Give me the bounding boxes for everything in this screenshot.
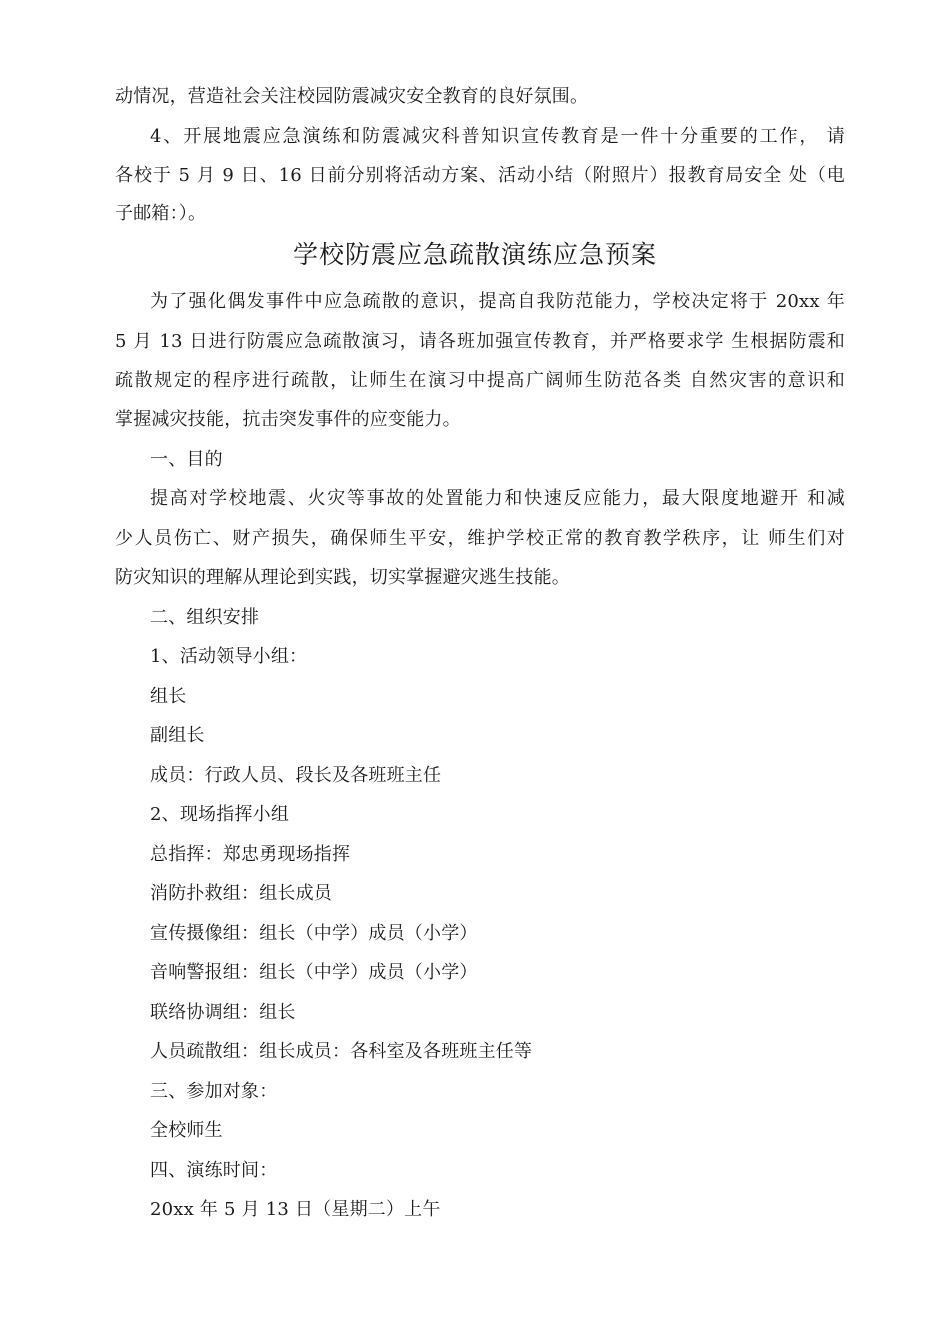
intro-line: 5 月 13 日进行防震应急疏散演习，请各班加强宣传教育，并严格要求学 生根据防震和 <box>115 331 845 352</box>
list-item: 组长 <box>150 686 187 707</box>
paragraph-line: 子邮箱：）。 <box>115 203 207 224</box>
list-item: 副组长 <box>150 725 205 746</box>
list-item: 宣传摄像组：组长（中学）成员（小学） <box>150 923 478 944</box>
list-item: 消防扑救组：组长成员 <box>150 883 332 904</box>
purpose-line: 少人员伤亡、财产损失，确保师生平安，维护学校正常的教育教学秩序，让 师生们对 <box>115 528 845 549</box>
intro-line: 为了强化偶发事件中应急疏散的意识，提高自我防范能力，学校决定将于 20xx 年 <box>150 291 845 312</box>
intro-line: 疏散规定的程序进行疏散，让师生在演习中提高广阔师生防范各类 自然灾害的意识和 <box>115 370 845 391</box>
intro-line: 掌握减灾技能，抗击突发事件的应变能力。 <box>115 409 461 430</box>
purpose-line: 提高对学校地震、火灾等事故的处置能力和快速反应能力，最大限度地避开 和减 <box>150 488 845 509</box>
list-item: 音响警报组：组长（中学）成员（小学） <box>150 962 478 983</box>
purpose-line: 防灾知识的理解从理论到实践，切实掌握避灾逃生技能。 <box>115 567 570 588</box>
document-title: 学校防震应急疏散演练应急预案 <box>292 240 657 269</box>
section-heading-purpose: 一、目的 <box>150 449 223 470</box>
list-item: 2、现场指挥小组 <box>150 804 290 825</box>
list-item: 成员：行政人员、段长及各班班主任 <box>150 765 442 786</box>
list-item: 人员疏散组：组长成员：各科室及各班班主任等 <box>150 1041 533 1062</box>
participants-text: 全校师生 <box>150 1120 223 1141</box>
section-heading-organization: 二、组织安排 <box>150 607 260 628</box>
paragraph-line: 各校于 5 月 9 日、16 日前分别将活动方案、活动小结（附照片）报教育局安全 处（电 <box>115 165 845 186</box>
section-heading-time: 四、演练时间： <box>150 1160 278 1181</box>
paragraph-line: 动情况，营造社会关注校园防震减灾安全教育的良好氛围。 <box>115 86 589 107</box>
time-text: 20xx 年 5 月 13 日（星期二）上午 <box>150 1199 441 1220</box>
section-heading-participants: 三、参加对象： <box>150 1081 278 1102</box>
list-item: 1、活动领导小组： <box>150 646 308 667</box>
paragraph-line: 4、开展地震应急演练和防震减灾科普知识宣传教育是一件十分重要的工作， 请 <box>150 126 845 147</box>
list-item: 总指挥：郑忠勇现场指挥 <box>150 844 351 865</box>
list-item: 联络协调组：组长 <box>150 1002 296 1023</box>
